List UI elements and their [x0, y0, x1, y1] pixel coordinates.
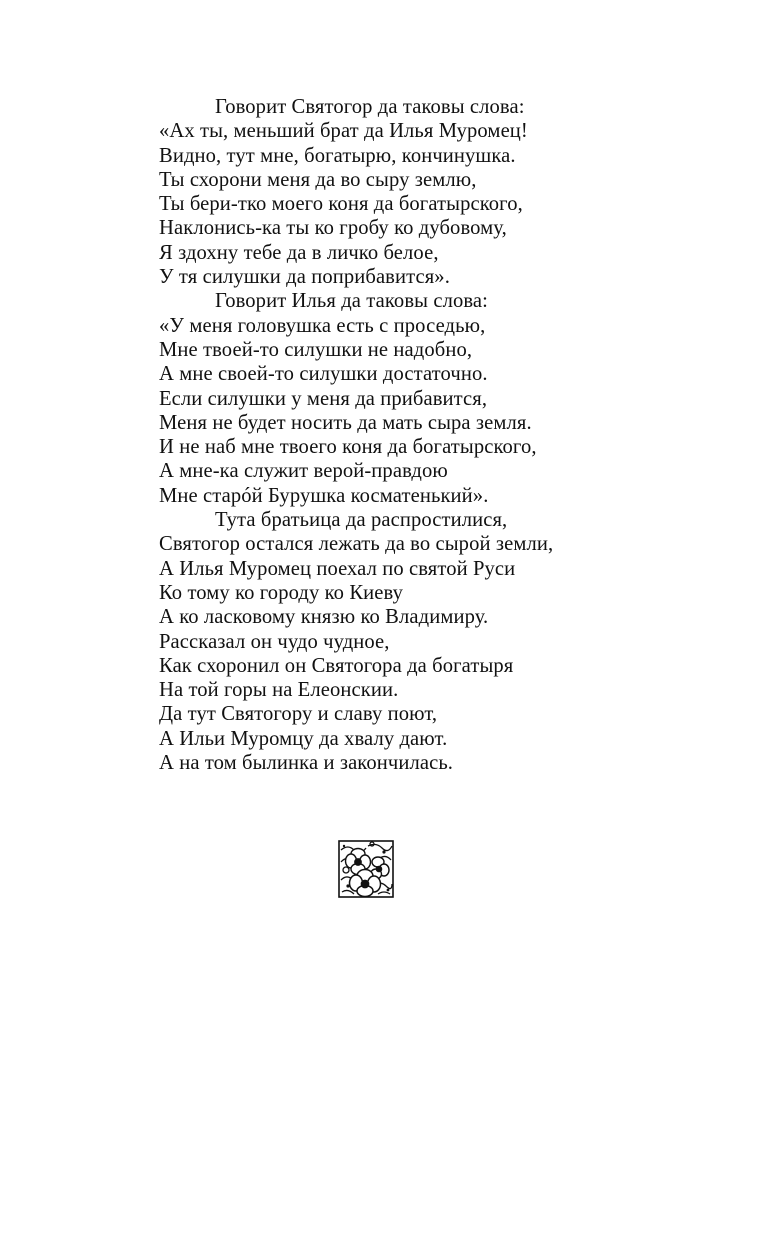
poem-line: А Илья Муромец поехал по святой Руси	[159, 557, 516, 580]
poem-line: Тута братьица да распростилися,	[215, 509, 508, 532]
poem-line: Рассказал он чудо чудное,	[159, 630, 390, 653]
poem-line: Если силушки у меня да прибавится,	[159, 387, 488, 410]
poem-line: «Ах ты, меньший брат да Илья Муромец!	[159, 120, 528, 143]
poem-line: А ко ласковому князю ко Владимиру.	[159, 606, 489, 629]
poem-line: «У меня головушка есть с проседью,	[159, 314, 486, 337]
poem-line: А мне-ка служит верой-правдою	[159, 460, 448, 483]
poem-line: Мне старóй Бурушка косматенький».	[159, 484, 489, 507]
poem-line: Ты схорони меня да во сыру землю,	[159, 168, 477, 191]
poem-line: Говорит Илья да таковы слова:	[215, 290, 488, 313]
poem-line: Наклонись-ка ты ко гробу ко дубовому,	[159, 217, 507, 240]
poem-line: И не наб мне твоего коня да богатырского,	[159, 436, 537, 459]
poem-line: Говорит Святогор да таковы слова:	[215, 96, 525, 118]
poem-line: А мне своей-то силушки достаточно.	[159, 363, 488, 386]
poem-line: Святогор остался лежать да во сырой земли,	[159, 533, 554, 556]
poem-line: Ты бери-тко моего коня да богатырского,	[159, 193, 523, 216]
poem-line: Видно, тут мне, богатырю, кончинушка.	[159, 144, 516, 167]
poem-line: На той горы на Елеонскии.	[159, 679, 399, 702]
poem-line: Ко тому ко городу ко Киеву	[159, 581, 404, 604]
poem-line: А Ильи Муромцу да хвалу дают.	[159, 727, 448, 750]
poem-line: А на том былинка и закончилась.	[159, 752, 454, 775]
poem-line: Меня не будет носить да мать сыра земля.	[159, 411, 532, 434]
poem-line: Как схоронил он Святогора да богатыря	[159, 654, 514, 677]
poem-text	[159, 95, 739, 775]
poem-line: Да тут Святогору и славу поют,	[159, 703, 438, 726]
floral-tailpiece-icon	[338, 840, 394, 898]
poem-line: У тя силушки да поприбавится».	[159, 266, 450, 289]
poem-line: Мне твоей-то силушки не надобно,	[159, 338, 473, 361]
poem-line: Я здохну тебе да в личко белое,	[159, 241, 439, 264]
